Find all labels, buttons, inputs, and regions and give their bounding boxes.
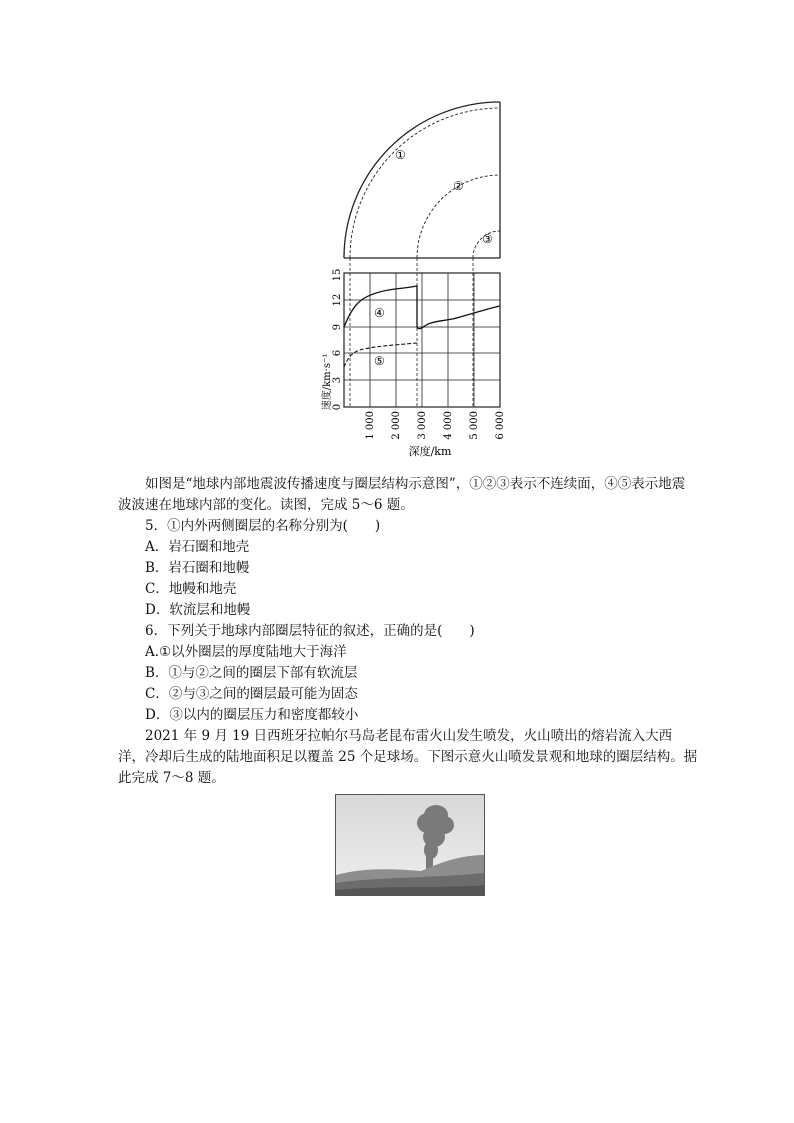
y-ticks — [332, 269, 343, 411]
y-axis-label: 速度/km·s⁻¹ — [322, 353, 333, 411]
question-6-option-c: C．②与③之间的圈层最可能为固态 — [145, 686, 358, 702]
question-6-stem: 6．下列关于地球内部圈层特征的叙述，正确的是( ) — [145, 623, 475, 639]
label-d2: ② — [453, 179, 464, 193]
question-6-option-a: A.①以外圈层的厚度陆地大于海洋 — [145, 644, 347, 660]
label-w5: ⑤ — [374, 354, 385, 368]
label-d3: ③ — [482, 232, 493, 246]
question-5-option-a: A．岩石圈和地壳 — [145, 539, 250, 555]
y-tick: 9 — [332, 323, 343, 331]
grid — [344, 273, 500, 407]
earth-surface-arc — [344, 102, 500, 258]
x-tick: 6 000 — [495, 411, 506, 440]
question-text — [118, 474, 698, 789]
discontinuity-extensions — [350, 258, 473, 407]
question-6-option-d: D．③以内的圈层压力和密度都较小 — [145, 707, 359, 723]
x-tick: 5 000 — [469, 411, 480, 440]
y-tick: 15 — [332, 268, 343, 282]
question-5-option-b: B．岩石圈和地幔 — [145, 560, 250, 576]
question-5-option-d: D．软流层和地幔 — [145, 602, 251, 618]
question-5-option-c: C．地幔和地壳 — [145, 581, 237, 597]
volcano-photo-svg — [336, 795, 485, 896]
earth-section — [344, 102, 500, 258]
earth-structure-figure — [300, 95, 520, 460]
y-tick: 12 — [332, 293, 343, 307]
y-tick: 6 — [332, 349, 343, 357]
x-tick: 4 000 — [443, 411, 454, 440]
x-axis-label: 深度/km — [408, 445, 452, 458]
y-tick: 3 — [332, 376, 343, 384]
intro-paragraph: 如图是“地球内部地震波传播速度与圈层结构示意图”，①②③表示不连续面，④⑤表示地震波波速在地球内部的变化。读图，完成 5～6 题。 — [118, 476, 686, 513]
discontinuity-1 — [350, 108, 500, 258]
x-tick: 2 000 — [391, 411, 402, 440]
question-5-stem: 5．①内外两侧圈层的名称分别为( ) — [145, 518, 381, 534]
figure-svg — [300, 95, 520, 460]
x-tick: 3 000 — [417, 411, 428, 440]
x-ticks — [365, 411, 506, 440]
velocity-graph — [320, 258, 506, 458]
label-w4: ④ — [374, 306, 385, 320]
y-tick: 0 — [332, 403, 343, 411]
x-tick: 1 000 — [365, 411, 376, 440]
question-6-option-b: B．①与②之间的圈层下部有软流层 — [145, 665, 358, 681]
passage-paragraph: 2021 年 9 月 19 日西班牙拉帕尔马岛老昆布雷火山发生喷发，火山喷出的熔岩流入大西洋，冷却后生成的陆地面积足以覆盖 25 个足球场。下图示意火山喷发景观和地球的圈层结构。据此完成 7～8 题。 — [118, 728, 698, 786]
volcano-photo — [335, 794, 485, 896]
label-d1: ① — [395, 148, 406, 162]
